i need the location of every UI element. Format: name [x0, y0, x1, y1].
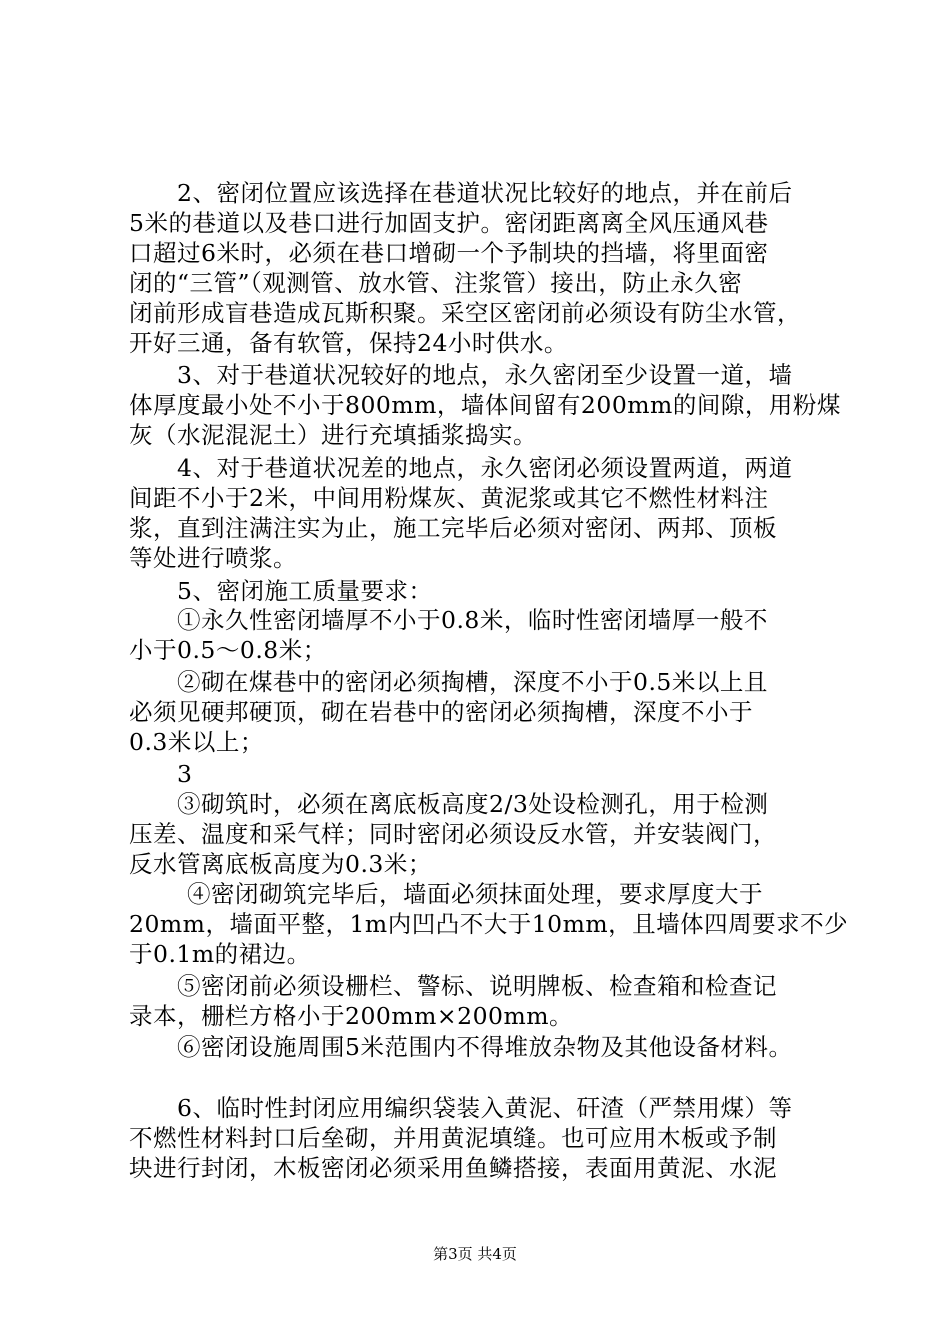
text-line: 反水管离底板高度为0.3米； [129, 850, 432, 878]
text-line: 4、对于巷道状况差的地点，永久密闭必须设置两道，两道 [177, 454, 793, 482]
text-line: ⑤密闭前必须设栅栏、警标、说明牌板、检查箱和检查记 [177, 972, 777, 1000]
text-line: 必须见硬邦硬顶，砌在岩巷中的密闭必须掏槽，深度不小于 [129, 698, 753, 726]
text-line: 块进行封闭，木板密闭必须采用鱼鳞搭接，表面用黄泥、水泥 [129, 1154, 777, 1182]
text-line: 6、临时性封闭应用编织袋装入黄泥、矸渣（严禁用煤）等 [177, 1094, 793, 1122]
text-line: 浆，直到注满注实为止，施工完毕后必须对密闭、两邦、顶板 [129, 514, 777, 542]
page-footer: 第3页 共4页 [433, 1245, 517, 1263]
text-line: 间距不小于2米，中间用粉煤灰、黄泥浆或其它不燃性材料注 [129, 484, 769, 512]
text-line: 小于0.5～0.8米； [129, 636, 327, 664]
text-line: 录本，栅栏方格小于200mm×200mm。 [129, 1002, 574, 1030]
text-line: 3、对于巷道状况较好的地点，永久密闭至少设置一道，墙 [177, 361, 793, 389]
text-line: 等处进行喷浆。 [129, 544, 297, 572]
text-line: 于0.1m的裙边。 [129, 940, 311, 968]
text-line: 体厚度最小处不小于800mm，墙体间留有200mm的间隙，用粉煤 [129, 391, 841, 419]
text-line: 不燃性材料封口后垒砌，并用黄泥填缝。也可应用木板或予制 [129, 1124, 777, 1152]
text-line: 压差、温度和采气样；同时密闭必须设反水管，并安装阀门， [129, 820, 777, 848]
text-line: 口超过6米时，必须在巷口增砌一个予制块的挡墙，将里面密 [129, 239, 769, 267]
text-line: 20mm，墙面平整，1m内凹凸不大于10mm，且墙体四周要求不少 [129, 910, 849, 938]
text-line: ⑥密闭设施周围5米范围内不得堆放杂物及其他设备材料。 [177, 1033, 793, 1061]
text-line: 2、密闭位置应该选择在巷道状况比较好的地点，并在前后 [177, 179, 793, 207]
text-line: 5、密闭施工质量要求： [177, 577, 433, 605]
text-line: 闭的“三管”（观测管、放水管、注浆管）接出，防止永久密 [129, 269, 743, 297]
text-line: ④密闭砌筑完毕后，墙面必须抹面处理，要求厚度大于 [187, 880, 763, 908]
text-line: 灰（水泥混泥土）进行充填插浆捣实。 [129, 421, 537, 449]
text-line: 5米的巷道以及巷口进行加固支护。密闭距离离全风压通风巷 [129, 209, 769, 237]
text-line: ①永久性密闭墙厚不小于0.8米，临时性密闭墙厚一般不 [177, 606, 768, 634]
text-line: ③砌筑时，必须在离底板高度2/3处设检测孔，用于检测 [177, 790, 769, 818]
text-line: ②砌在煤巷中的密闭必须掏槽，深度不小于0.5米以上且 [177, 668, 768, 696]
text-line: 0.3米以上； [129, 728, 264, 756]
text-line: 闭前形成盲巷造成瓦斯积聚。采空区密闭前必须设有防尘水管， [129, 299, 801, 327]
text-line: 开好三通，备有软管，保持24小时供水。 [129, 329, 568, 357]
page-number-inline: 3 [177, 760, 193, 788]
